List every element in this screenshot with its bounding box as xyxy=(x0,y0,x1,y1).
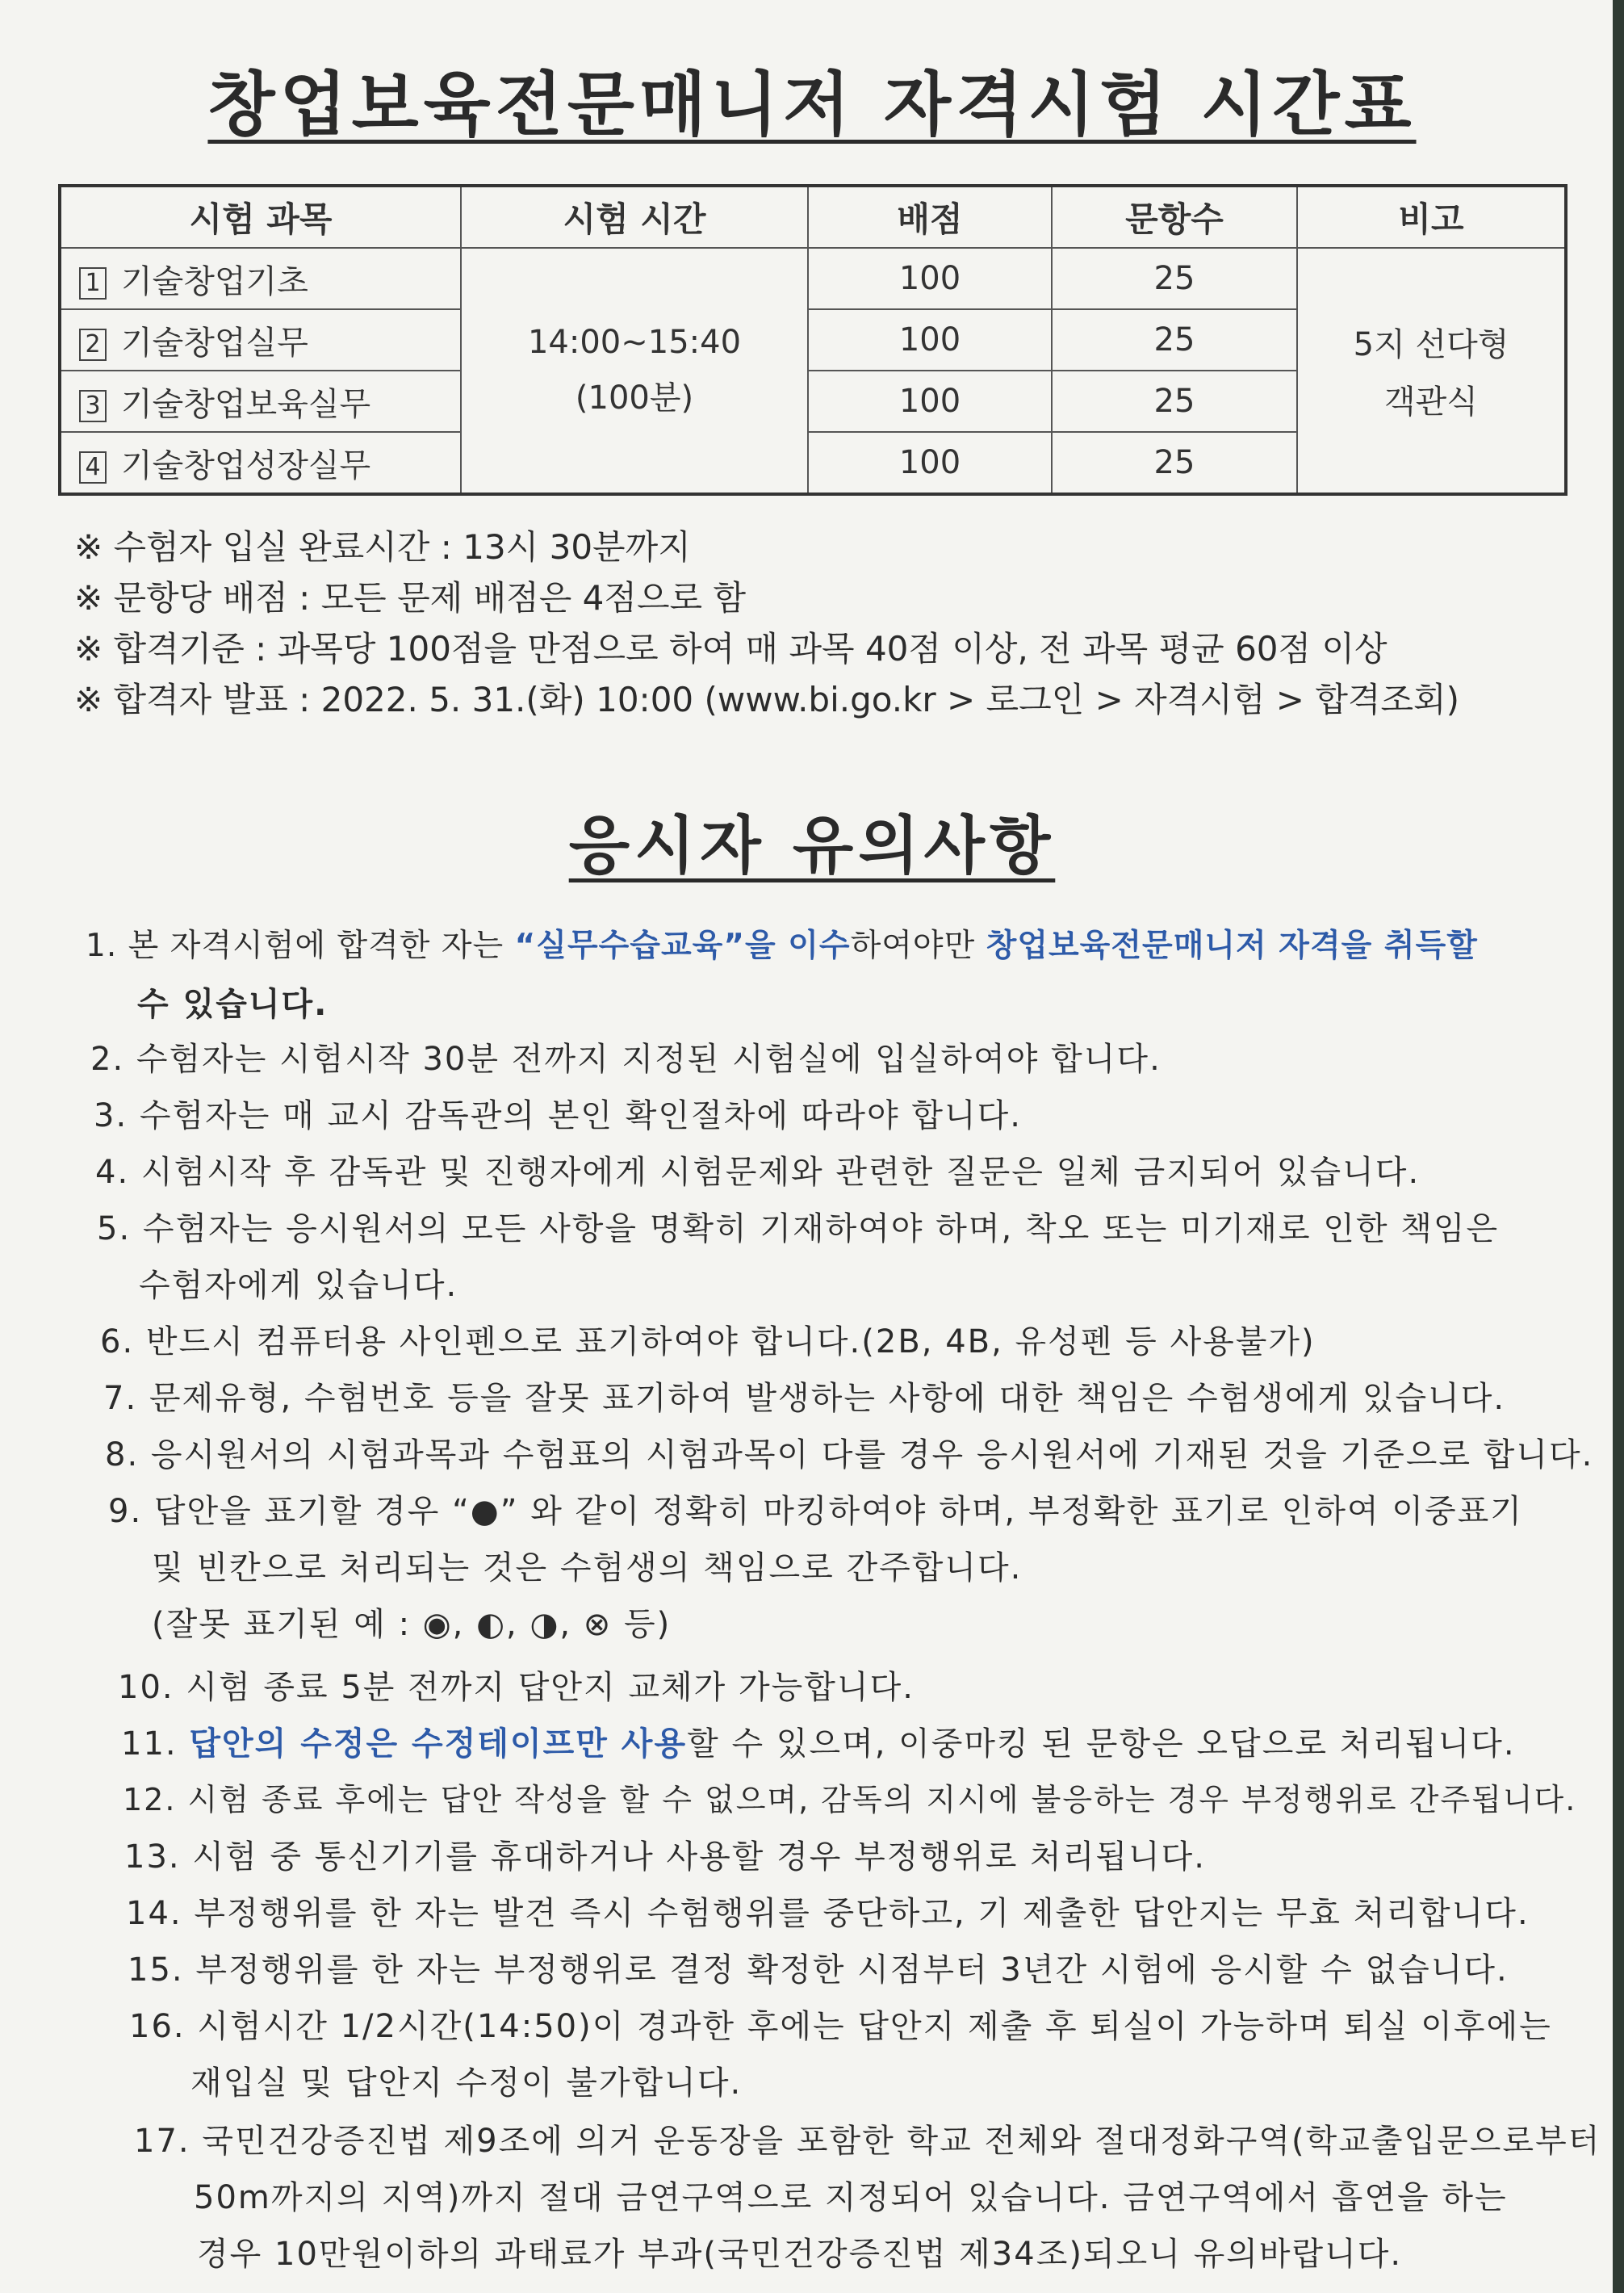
highlight-text: “실무수습교육”을 이수 xyxy=(514,928,851,964)
item-text: 시험 종료 5분 전까지 답안지 교체가 가능합니다. xyxy=(186,1669,915,1706)
item-text: 응시원서의 시험과목과 수험표의 시험과목이 다를 경우 응시원서에 기재된 것을 기준으로 합니다. xyxy=(150,1436,1594,1473)
remark-cell xyxy=(1297,248,1566,494)
item-text: 수험자에게 있습니다. xyxy=(139,1267,458,1304)
header-score: 배점 xyxy=(808,186,1052,248)
header-count: 문항수 xyxy=(1052,186,1297,248)
exam-note: ※ 수험자 입실 완료시간 : 13시 30분까지 xyxy=(74,527,691,567)
item-continuation xyxy=(190,2057,742,2103)
item-text: 국민건강증진법 제9조에 의거 운동장을 포함한 학교 전체와 절대정화구역(학교출입문으로부터 xyxy=(202,2123,1601,2160)
notice-item xyxy=(90,1033,1161,1079)
item-number: 1. xyxy=(86,928,118,964)
item-text: 부정행위를 한 자는 부정행위로 결정 확정한 시점부터 3년간 시험에 응시할 수 없습니다. xyxy=(195,1951,1509,1989)
notice-item xyxy=(103,1373,1505,1419)
item-text: 수험자는 응시원서의 모든 사항을 명확히 기재하여야 하며, 착오 또는 미기재로 인한 책임은 xyxy=(142,1210,1500,1247)
subject-cell xyxy=(60,309,461,371)
item-text: 시험 종료 후에는 답안 작성을 할 수 없으며, 감독의 지시에 불응하는 경우 부정행위로 간주됩니다. xyxy=(187,1782,1577,1817)
notice-item xyxy=(134,2115,1601,2161)
notice-item xyxy=(123,1775,1576,1819)
subject-number: 2 xyxy=(79,329,107,361)
item-number: 16. xyxy=(129,2008,198,2045)
item-text: 본 자격시험에 합격한 자는 xyxy=(128,928,515,964)
remark-line: 객관식 xyxy=(1384,384,1478,421)
table-row xyxy=(60,248,1566,309)
item-number: 4. xyxy=(95,1154,141,1191)
score-cell: 100 xyxy=(808,371,1052,432)
header-subject: 시험 과목 xyxy=(60,186,461,248)
exam-note: ※ 문항당 배점 : 모든 문제 배점은 4점으로 함 xyxy=(74,578,747,618)
item-text: 수험자는 매 교시 감독관의 본인 확인절차에 따라야 합니다. xyxy=(139,1097,1022,1134)
header-remark: 비고 xyxy=(1297,186,1566,248)
item-text: 부정행위를 한 자는 발견 즉시 수험행위를 중단하고, 기 제출한 답안지는 무효 처리합니다. xyxy=(194,1895,1530,1932)
item-text: 및 빈칸으로 처리되는 것은 수험생의 책임으로 간주합니다. xyxy=(152,1549,1023,1587)
time-cell xyxy=(461,248,808,494)
notice-item xyxy=(129,2001,1552,2047)
exam-note: ※ 합격자 발표 : 2022. 5. 31.(화) 10:00 (www.bi.go.kr > 로그인 > 자격시험 > 합격조회) xyxy=(74,680,1460,719)
notice-item xyxy=(108,1486,1523,1532)
item-continuation xyxy=(152,1542,1022,1588)
item-number: 5. xyxy=(97,1210,143,1247)
item-number: 14. xyxy=(126,1895,195,1932)
item-number: 2. xyxy=(90,1041,136,1078)
subject-cell xyxy=(60,248,461,309)
page-edge-shadow xyxy=(1613,0,1624,2293)
notice-item xyxy=(100,1316,1316,1362)
item-text: 50m까지의 지역)까지 절대 금연구역으로 지정되어 있습니다. 금연구역에서 흡연을 하는 xyxy=(194,2179,1508,2216)
notice-item xyxy=(124,1831,1206,1877)
notice-item xyxy=(97,1203,1499,1249)
item-text: 시험 중 통신기기를 휴대하거나 사용할 경우 부정행위로 처리됩니다. xyxy=(192,1838,1206,1876)
count-cell: 25 xyxy=(1052,248,1297,309)
item-text: (잘못 표기된 예 : ◉, ◐, ◑, ⊗ 등) xyxy=(152,1606,672,1643)
item-number: 15. xyxy=(128,1951,196,1989)
subject-number: 4 xyxy=(79,451,107,484)
item-number: 6. xyxy=(100,1323,146,1360)
item-continuation xyxy=(139,1260,458,1306)
subject-name: 기술창업기초 xyxy=(121,262,308,300)
item-text: 답안을 표기할 경우 “●” 와 같이 정확히 마킹하여야 하며, 부정확한 표기로 인하여 이중표기 xyxy=(153,1493,1523,1530)
item-continuation xyxy=(197,2228,1402,2274)
item-text: 할 수 있으며, 이중마킹 된 문항은 오답으로 처리됩니다. xyxy=(687,1725,1516,1763)
item-number: 10. xyxy=(118,1669,186,1706)
exam-note: ※ 합격기준 : 과목당 100점을 만점으로 하여 매 과목 40점 이상, 전 과목 평균 60점 이상 xyxy=(74,629,1388,669)
item-text: 반드시 컴퓨터용 사인펜으로 표기하여야 합니다.(2B, 4B, 유성펜 등 사용불가) xyxy=(145,1323,1316,1360)
notice-item xyxy=(118,1662,915,1708)
item-text: 시험시작 후 감독관 및 진행자에게 시험문제와 관련한 질문은 일체 금지되어 있습니다. xyxy=(140,1154,1421,1191)
item-text: 문제유형, 수험번호 등을 잘못 표기하여 발생하는 사항에 대한 책임은 수험생에게 있습니다. xyxy=(149,1380,1506,1417)
remark-line: 5지 선다형 xyxy=(1353,326,1509,363)
notice-item xyxy=(94,1090,1022,1136)
subject-cell xyxy=(60,432,461,494)
time-duration: (100분) xyxy=(575,379,694,417)
schedule-table xyxy=(58,184,1567,496)
item-number: 17. xyxy=(134,2123,203,2160)
page-title: 창업보육전문매니저 자격시험 시간표 xyxy=(207,65,1417,145)
score-cell: 100 xyxy=(808,248,1052,309)
item-number: 13. xyxy=(124,1838,193,1876)
item-number: 12. xyxy=(123,1782,188,1817)
notice-item-1 xyxy=(86,920,1478,966)
subject-cell xyxy=(60,371,461,432)
item-text: 시험시간 1/2시간(14:50)이 경과한 후에는 답안지 제출 후 퇴실이 가능하며 퇴실 이후에는 xyxy=(197,2008,1552,2045)
item-text: 경우 10만원이하의 과태료가 부과(국민건강증진법 제34조)되오니 유의바랍니다. xyxy=(197,2236,1403,2273)
subject-number: 1 xyxy=(79,267,107,300)
item-number: 9. xyxy=(108,1493,154,1530)
notice-item xyxy=(105,1429,1593,1475)
count-cell: 25 xyxy=(1052,432,1297,494)
notice-title: 응시자 유의사항 xyxy=(568,810,1056,882)
item-text: 재입실 및 답안지 수정이 불가합니다. xyxy=(190,2065,743,2102)
subject-name: 기술창업성장실무 xyxy=(121,446,371,484)
subject-name: 기술창업실무 xyxy=(121,324,308,362)
item-number: 7. xyxy=(103,1380,149,1417)
subject-name: 기술창업보육실무 xyxy=(121,385,371,423)
notice-item-11 xyxy=(121,1718,1516,1764)
highlight-text: 답안의 수정은 수정테이프만 사용 xyxy=(189,1725,688,1763)
item-continuation xyxy=(194,2172,1508,2218)
notice-item xyxy=(95,1146,1420,1193)
highlight-text: 창업보육전문매니저 자격을 취득할 xyxy=(986,928,1478,964)
notice-item xyxy=(126,1888,1530,1934)
item-number: 3. xyxy=(94,1097,140,1134)
notice-item xyxy=(128,1944,1509,1990)
table-header-row xyxy=(60,186,1566,248)
score-cell: 100 xyxy=(808,309,1052,371)
item-text: 하여야만 xyxy=(850,928,986,964)
score-cell: 100 xyxy=(808,432,1052,494)
count-cell: 25 xyxy=(1052,371,1297,432)
item-number: 8. xyxy=(105,1436,151,1473)
item-continuation xyxy=(152,1599,671,1645)
count-cell: 25 xyxy=(1052,309,1297,371)
item-number: 11. xyxy=(121,1725,178,1763)
item-continuation: 수 있습니다. xyxy=(137,986,329,1023)
time-range: 14:00~15:40 xyxy=(527,323,742,361)
item-text: 수험자는 시험시작 30분 전까지 지정된 시험실에 입실하여야 합니다. xyxy=(136,1041,1161,1078)
header-time: 시험 시간 xyxy=(461,186,808,248)
subject-number: 3 xyxy=(79,390,107,422)
